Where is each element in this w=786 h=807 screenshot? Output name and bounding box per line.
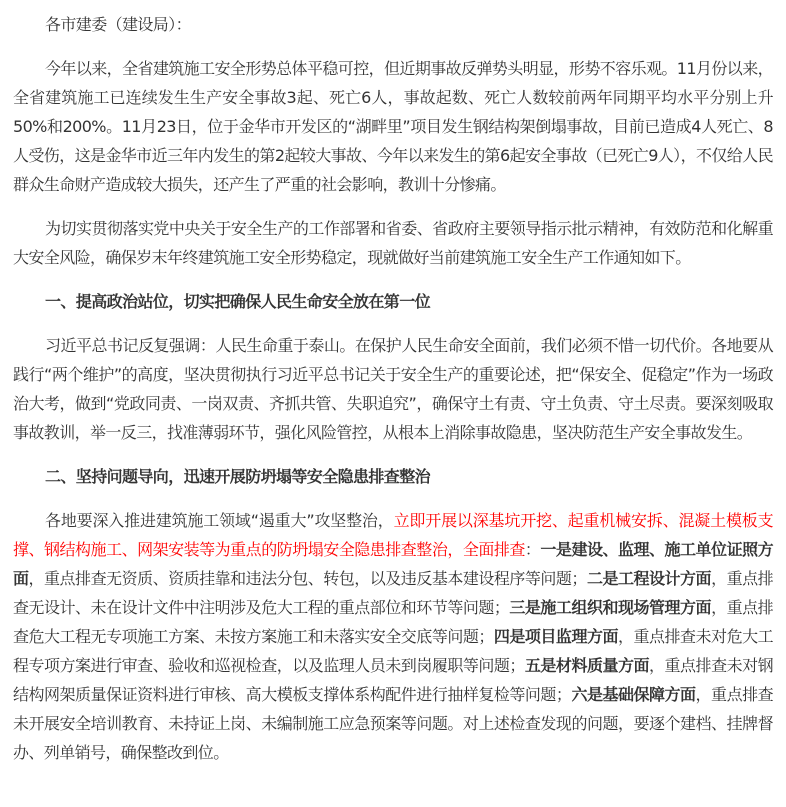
notice-body bbox=[13, 10, 773, 782]
paragraph-inspection bbox=[13, 506, 773, 767]
text-segment: ，重点排查无设计、未在设计文件中注明涉及危大工程的重点部位和环节等问题； bbox=[13, 569, 773, 617]
text-segment: ，重点排查未对危大工程专项方案进行审查、验收和巡视检查，以及监理人员未到岗履职等问题； bbox=[13, 627, 773, 675]
bold-item-5: 五是材料质量方面 bbox=[524, 656, 650, 675]
text-segment: ： bbox=[524, 540, 541, 559]
bold-item-6: 六是基础保障方面 bbox=[571, 685, 696, 704]
bold-item-3: 三是施工组织和现场管理方面 bbox=[509, 598, 712, 617]
text-segment: ，重点排查未对钢结构网架质量保证资料进行审核、高大模板支撑体系构配件进行抽样复检等问题； bbox=[13, 656, 774, 704]
greeting: 各市建委（建设局）： bbox=[45, 15, 192, 34]
section-heading-1: 一、提高政治站位，切实把确保人民生命安全放在第一位 bbox=[45, 292, 431, 311]
text-segment: ，重点排查危大工程无专项施工方案、未按方案施工和未落实安全交底等问题； bbox=[13, 598, 773, 646]
bold-item-4: 四是项目监理方面 bbox=[493, 627, 618, 646]
highlighted-text: 立即开展以深基坑开挖、起重机械安拆、混凝土模板支撑、钢结构施工、网架安装等为重点的防坍塌安全隐患排查整治，全面排查 bbox=[13, 511, 773, 559]
paragraph-purpose: 为切实贯彻落实党中央关于安全生产的工作部署和省委、省政府主要领导指示批示精神，有效防范和化解重大安全风险，确保岁末年终建筑施工安全形势稳定，现就做好当前建筑施工安全生产工作通知如下。 bbox=[13, 219, 773, 267]
bold-item-1: 一是建设、监理、施工单位证照方面 bbox=[13, 540, 773, 588]
bold-item-2: 二是工程设计方面 bbox=[586, 569, 712, 588]
paragraph-situation: 今年以来，全省建筑施工安全形势总体平稳可控，但近期事故反弹势头明显，形势不容乐观。11月份以来，全省建筑施工已连续发生生产安全事故3起、死亡6人，事故起数、死亡人数较前两年同期平均水平分别上升50%和200%。11月23日，位于金华市开发区的“湖畔里”项目发生钢结构架倒塌事故，目前已造成4人死亡、8人受伤，这是金华市近三年内发生的第2起较大事故、今年以来发生的第6起安全事故（已死亡9人），不仅给人民群众生命财产造成较大损失，还产生了严重的社会影响，教训十分惨痛。 bbox=[13, 59, 773, 194]
paragraph-political-stance: 习近平总书记反复强调：人民生命重于泰山。在保护人民生命安全面前，我们必须不惜一切代价。各地要从践行“两个维护”的高度，坚决贯彻执行习近平总书记关于安全生产的重要论述，把“保安全、促稳定”作为一场政治大考，做到“党政同责、一岗双责、齐抓共管、失职追究”，确保守土有责、守土负责、守土尽责。要深刻吸取事故教训，举一反三，找准薄弱环节，强化风险管控，从根本上消除事故隐患，坚决防范生产安全事故发生。 bbox=[13, 336, 773, 442]
section-heading-2: 二、坚持问题导向，迅速开展防坍塌等安全隐患排查整治 bbox=[45, 467, 431, 486]
text-segment: ，重点排查无资质、资质挂靠和违法分包、转包，以及违反基本建设程序等问题； bbox=[28, 569, 587, 588]
text-segment: 各地要深入推进建筑施工领域“遏重大”攻坚整治， bbox=[45, 511, 394, 530]
text-segment: ，重点排查未开展安全培训教育、未持证上岗、未编制施工应急预案等问题。对上述检查发现的问题，要逐个建档、挂牌督办、列单销号，确保整改到位。 bbox=[13, 685, 773, 762]
